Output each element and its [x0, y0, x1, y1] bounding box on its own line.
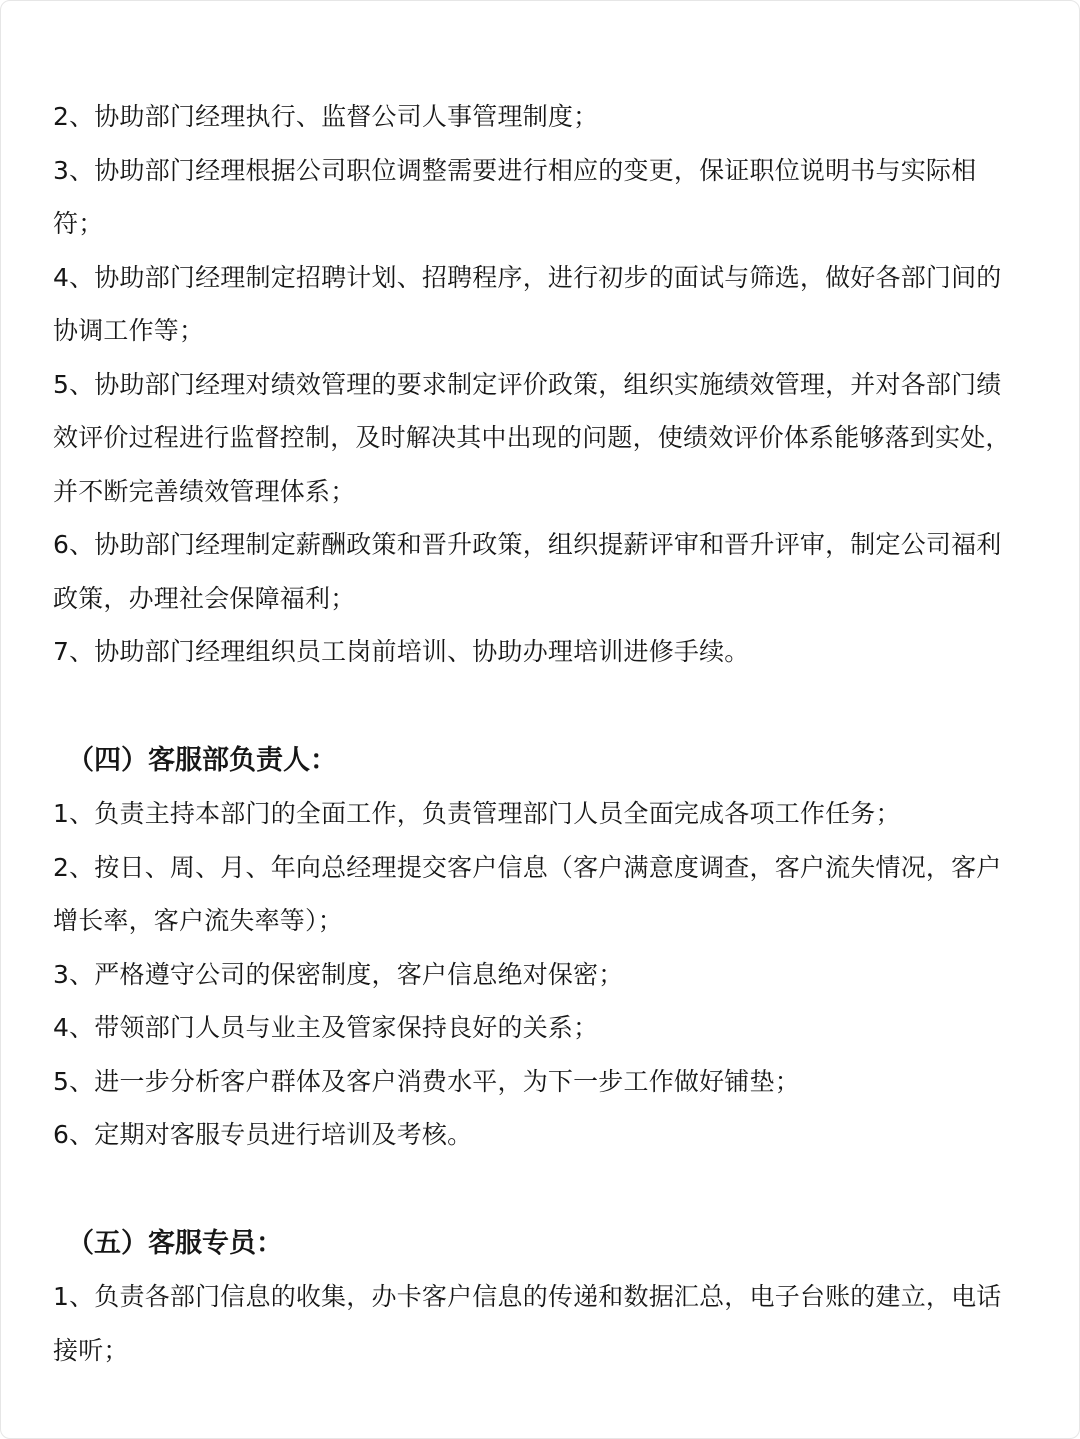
- hr-duty-item-5: 5、协助部门经理对绩效管理的要求制定评价政策，组织实施绩效管理，并对各部门绩效评价过程进行监督控制，及时解决其中出现的问题，使绩效评价体系能够落到实处，并不断完善绩效管理体系；: [53, 369, 1011, 506]
- cs-head-duty-6: 6、定期对客服专员进行培训及考核。: [53, 1120, 473, 1149]
- hr-duty-item-3: 3、协助部门经理根据公司职位调整需要进行相应的变更，保证职位说明书与实际相符；: [53, 155, 977, 238]
- cs-specialist-duty-1: 1、负责各部门信息的收集，办卡客户信息的传递和数据汇总，电子台账的建立，电话接听；: [53, 1282, 1002, 1365]
- section-heading-4: （四）客服部负责人：: [67, 744, 337, 776]
- section-heading-5: （五）客服专员：: [67, 1227, 283, 1259]
- hr-duty-item-4: 4、协助部门经理制定招聘计划、招聘程序，进行初步的面试与筛选，做好各部门间的协调工作等；: [53, 262, 1002, 345]
- hr-duty-item-7: 7、协助部门经理组织员工岗前培训、协助办理培训进修手续。: [53, 637, 750, 666]
- cs-head-duty-2: 2、按日、周、月、年向总经理提交客户信息（客户满意度调查，客户流失情况，客户增长率，客户流失率等）；: [53, 852, 1002, 935]
- cs-head-duty-1: 1、负责主持本部门的全面工作，负责管理部门人员全面完成各项工作任务；: [53, 799, 901, 828]
- cs-head-duty-3: 3、严格遵守公司的保密制度，客户信息绝对保密；: [53, 959, 624, 989]
- hr-duty-item-6: 6、协助部门经理制定薪酬政策和晋升政策，组织提薪评审和晋升评审，制定公司福利政策，办理社会保障福利；: [53, 530, 1002, 613]
- section-customer-service-specialist: [53, 1217, 1013, 1378]
- hr-duty-item-2: 2、协助部门经理执行、监督公司人事管理制度；: [53, 102, 599, 131]
- cs-head-duty-5: 5、进一步分析客户群体及客户消费水平，为下一步工作做好铺垫；: [53, 1066, 800, 1096]
- section-customer-service-head: [53, 734, 1013, 1162]
- document-content: [53, 90, 1013, 1377]
- cs-head-duty-4: 4、带领部门人员与业主及管家保持良好的关系；: [53, 1013, 599, 1042]
